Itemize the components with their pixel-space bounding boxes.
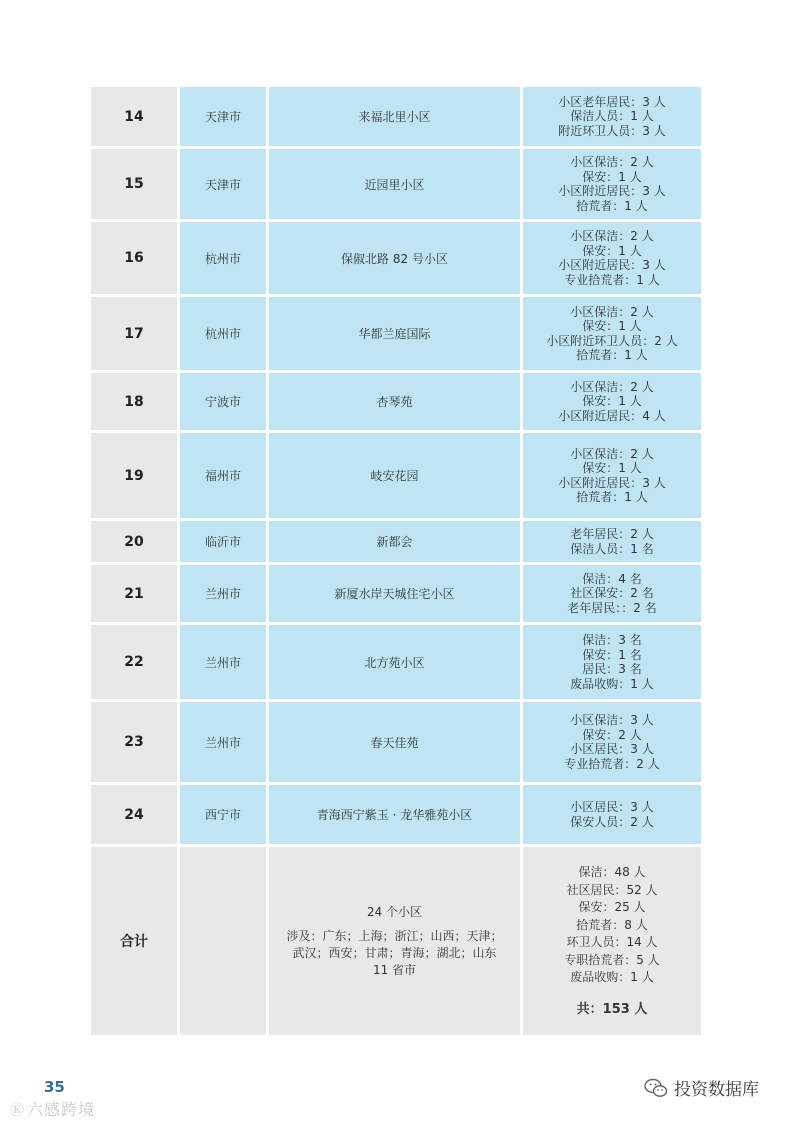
total-interviewee-line: 废品收购：1 人: [570, 970, 654, 984]
watermark-logo-icon: Ⓚ: [10, 1103, 25, 1119]
interviewees-cell: [523, 785, 701, 847]
interviewee-line: 拾荒者：1 人: [576, 198, 648, 213]
community-name-cell: 北方苑小区: [269, 625, 523, 702]
interviewee-line: 小区附近居民：3 人: [558, 475, 666, 490]
community-name-cell: 近园里小区: [269, 149, 523, 222]
interviewees-cell: [523, 373, 701, 433]
interviewee-line: 小区附近环卫人员：2 人: [546, 333, 678, 348]
community-name-cell: 新厦水岸天城住宅小区: [269, 565, 523, 625]
interviewees-cell: [523, 297, 701, 373]
interviewee-line: 小区老年居民：3 人: [558, 94, 666, 109]
data-table: [91, 87, 701, 1038]
interviewee-line: 保安：1 人: [582, 169, 642, 184]
interviewee-line: 小区附近居民：4 人: [558, 408, 666, 423]
interviewee-line: 保安：1 人: [582, 319, 642, 333]
community-name-cell: 新都会: [269, 521, 523, 565]
interviewee-line: 小区保洁：2 人: [570, 379, 654, 394]
interviewee-line: 小区保洁：2 人: [570, 304, 654, 319]
watermark-right: [644, 1075, 759, 1100]
interviewee-line: 小区居民：3 人: [570, 742, 654, 756]
community-name-cell: 青海西宁紫玉 · 龙华雅苑小区: [269, 785, 523, 847]
table-row: [91, 87, 701, 149]
city-cell: 兰州市: [180, 565, 269, 625]
table-row: [91, 373, 701, 433]
city-cell: 天津市: [180, 87, 269, 149]
community-name-cell: 春天佳苑: [269, 702, 523, 785]
table-row: [91, 433, 701, 521]
interviewee-line: 保洁人员：1 人: [570, 109, 654, 124]
city-cell: 临沂市: [180, 521, 269, 565]
interviewee-line: 拾荒者：1 人: [576, 490, 648, 504]
interviewee-line: 保安：1 人: [582, 461, 642, 475]
interviewee-line: 保安人员：2 人: [570, 814, 654, 829]
row-number: 15: [91, 149, 180, 222]
total-summary-cell: [269, 847, 523, 1038]
community-name-cell: 杏琴苑: [269, 373, 523, 433]
interviewee-line: 老年居民：：2 名: [567, 600, 657, 615]
interviewee-line: 附近环卫人员：3 人: [558, 123, 666, 138]
interviewees-cell: [523, 625, 701, 702]
row-number: 18: [91, 373, 180, 433]
interviewee-line: 专业拾荒者：1 人: [564, 272, 660, 287]
table-row: [91, 149, 701, 222]
total-community-count: 24 个小区: [366, 905, 423, 919]
interviewees-cell: [523, 521, 701, 565]
total-interviewee-line: 保安：25 人: [578, 900, 646, 914]
watermark-right-text: 投资数据库: [674, 1080, 759, 1100]
interviewee-line: 小区附近居民：3 人: [558, 258, 666, 272]
interviewee-line: 居民：3 名: [582, 662, 642, 676]
interviewee-line: 废品收购：1 人: [570, 676, 654, 691]
community-name-cell: 岐安花园: [269, 433, 523, 521]
interviewees-cell: [523, 702, 701, 785]
city-cell: 天津市: [180, 149, 269, 222]
interviewee-line: 老年居民：2 人: [570, 527, 654, 541]
interviewee-line: 保安：2 人: [582, 727, 642, 742]
watermark-left-text: 六感跨境: [27, 1100, 96, 1119]
interviewee-line: 保安：1 名: [582, 647, 642, 662]
total-empty-cell: [180, 847, 269, 1038]
table-row: [91, 702, 701, 785]
interviewee-line: 小区居民：3 人: [570, 800, 654, 814]
row-number: 16: [91, 222, 180, 297]
city-cell: 宁波市: [180, 373, 269, 433]
table-row: [91, 565, 701, 625]
interviewees-cell: [523, 433, 701, 521]
interviewee-line: 小区保洁：2 人: [570, 446, 654, 461]
interviewees-cell: [523, 222, 701, 297]
total-sum: 共：153 人: [576, 1001, 648, 1017]
table-row: [91, 785, 701, 847]
community-name-cell: 来福北里小区: [269, 87, 523, 149]
interviewee-line: 小区保洁：2 人: [570, 155, 654, 169]
table-row: [91, 521, 701, 565]
row-number: 23: [91, 702, 180, 785]
row-number: 17: [91, 297, 180, 373]
city-cell: 杭州市: [180, 297, 269, 373]
page-number: 35: [44, 1078, 65, 1096]
city-cell: 兰州市: [180, 625, 269, 702]
row-number: 24: [91, 785, 180, 847]
interviewee-line: 保洁人员：1 名: [570, 541, 654, 556]
total-interviewee-line: 环卫人员：14 人: [566, 935, 658, 949]
watermark-left: [10, 1097, 95, 1120]
total-interviewee-line: 专职拾荒者：5 人: [564, 952, 660, 967]
interviewee-line: 拾荒者：1 人: [576, 348, 648, 362]
interviewee-line: 小区保洁：3 人: [570, 713, 654, 727]
total-regions-note: 涉及：广东；上海；浙江；山西；天津；武汉；西安；甘肃；青海；湖北；山东 11 省市: [286, 929, 503, 977]
community-name-cell: 华都兰庭国际: [269, 297, 523, 373]
city-cell: 兰州市: [180, 702, 269, 785]
city-cell: 西宁市: [180, 785, 269, 847]
table-row: [91, 297, 701, 373]
total-label: 合计: [91, 847, 180, 1038]
interviewee-line: 社区保安：2 名: [570, 586, 654, 601]
total-interviewee-line: 保洁：48 人: [578, 865, 646, 879]
row-number: 20: [91, 521, 180, 565]
interviewees-cell: [523, 87, 701, 149]
row-number: 14: [91, 87, 180, 149]
interviewee-line: 保洁：3 名: [582, 633, 642, 647]
total-interviewee-line: 社区居民：52 人: [566, 882, 658, 897]
total-interviewees-cell: [523, 847, 701, 1038]
interviewee-line: 保安：1 人: [582, 394, 642, 409]
row-number: 22: [91, 625, 180, 702]
wechat-icon: [644, 1077, 668, 1099]
row-number: 19: [91, 433, 180, 521]
interviewees-cell: [523, 565, 701, 625]
total-interviewee-line: 拾荒者：8 人: [576, 917, 648, 932]
city-cell: 杭州市: [180, 222, 269, 297]
table-row: [91, 625, 701, 702]
interviewee-line: 保安：1 人: [582, 243, 642, 258]
city-cell: 福州市: [180, 433, 269, 521]
row-number: 21: [91, 565, 180, 625]
interviewee-line: 小区保洁：2 人: [570, 229, 654, 243]
interviewees-cell: [523, 149, 701, 222]
interviewee-line: 小区附近居民：3 人: [558, 184, 666, 198]
community-name-cell: 保俶北路 82 号小区: [269, 222, 523, 297]
table-row: [91, 222, 701, 297]
interviewee-line: 保洁：4 名: [582, 571, 642, 586]
total-row: [91, 847, 701, 1038]
interviewee-line: 专业拾荒者：2 人: [564, 756, 660, 771]
